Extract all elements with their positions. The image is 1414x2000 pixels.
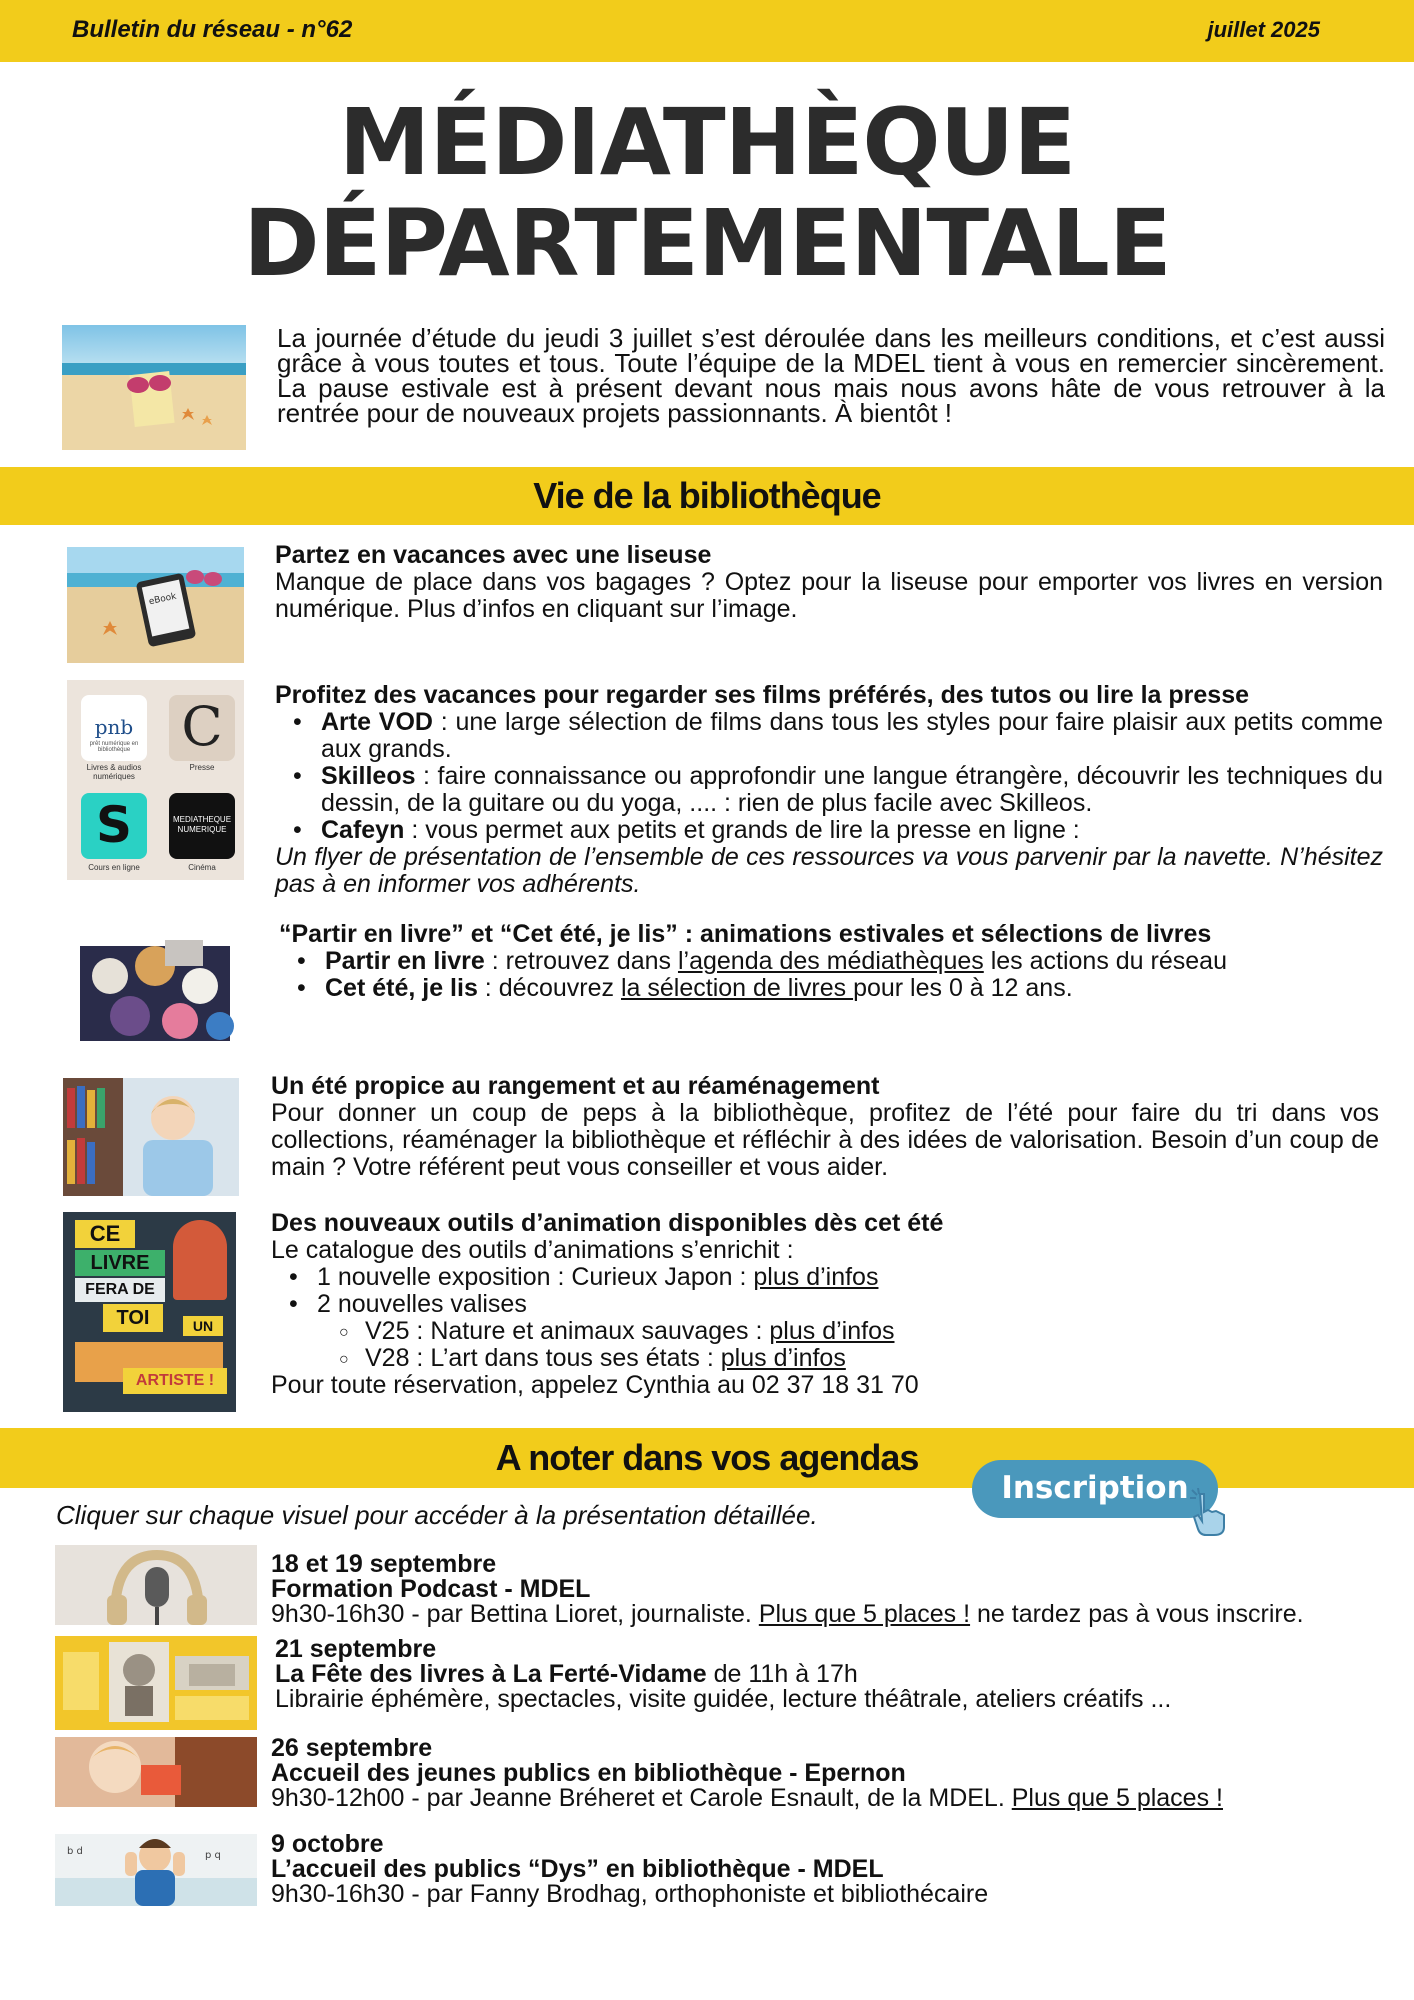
list-item: • Arte VOD : une large sélection de films dans tous les styles pour faire plaisir aux petits comme aux grands.: [321, 709, 1383, 763]
librarian-shelf-image: [63, 1078, 239, 1196]
podcast-event-image[interactable]: [55, 1545, 257, 1625]
cinema-caption: Cinéma: [188, 863, 216, 872]
partir-title: “Partir en livre” et “Cet été, je lis” : animations estivales et sélections de livres: [279, 920, 1212, 948]
outils-reservation: Pour toute réservation, appelez Cynthia au 02 37 18 31 70: [271, 1371, 919, 1399]
cover-word-6: ARTISTE !: [123, 1368, 227, 1394]
cover-word-5: UN: [183, 1316, 223, 1336]
v25-info-link[interactable]: plus d’infos: [769, 1317, 895, 1345]
dys-event-image[interactable]: [55, 1834, 257, 1906]
pnb-caption: Livres & audios numériques: [86, 763, 142, 781]
selection-link[interactable]: la sélection de livres: [621, 974, 854, 1002]
event-title: L’accueil des publics “Dys” en bibliothèque - MDEL: [271, 1855, 884, 1883]
liseuse-block: [275, 542, 1383, 623]
partir-block: [279, 921, 1387, 1002]
header-bar: [0, 0, 1414, 62]
event-date: 21 septembre: [275, 1635, 437, 1663]
skilleos-tile: S: [81, 793, 147, 859]
expo-info-link[interactable]: plus d’infos: [753, 1263, 879, 1291]
films-block: [275, 682, 1383, 898]
outils-list: [317, 1264, 1379, 1372]
podcast-places-link[interactable]: Plus que 5 places !: [758, 1600, 971, 1628]
beach-book-image: [62, 325, 246, 450]
list-item: • Cet été, je lis : découvrez la sélection de livres pour les 0 à 12 ans.: [325, 975, 1387, 1002]
list-item: • 2 nouvelles valises ○ V25 : Nature et animaux sauvages : plus d’infos ○ V28 : L’art dans tous ses états : plus d’infos: [317, 1291, 1379, 1372]
cafeyn-tile: C: [169, 695, 235, 761]
cover-word-1: CE: [75, 1220, 135, 1248]
pointer-hand-icon: [1190, 1488, 1242, 1536]
bulletin-date: juillet 2025: [1207, 17, 1320, 42]
cover-word-3: FERA DE: [75, 1278, 165, 1302]
films-title: Profitez des vacances pour regarder ses films préférés, des tutos ou lire la presse: [275, 681, 1250, 709]
intro-text: La journée d’étude du jeudi 3 juillet s’est déroulée dans les meilleurs conditions, et c’est aussi grâce à vous toutes et tous. Toute l’équipe de la MDEL tient à vous en remercier sincèrement. La pause estivale est à présent devant nous mais nous avons hâte de vous retrouver à la rentrée pour de nouveaux projets passionnants. À bientôt !: [277, 323, 1385, 428]
bulletin-number: Bulletin du réseau - n°62: [72, 16, 353, 43]
partir-en-livre-illustration[interactable]: [70, 926, 248, 1044]
valises-list: [365, 1318, 1379, 1372]
cafeyn-caption: Presse: [189, 763, 215, 772]
svg-text:p q: p q: [205, 1850, 221, 1861]
mediatheque-numerique-tile: MEDIATHEQUE NUMERIQUE: [169, 793, 235, 859]
agenda-link[interactable]: l’agenda des médiathèques: [677, 947, 984, 975]
page-title-line2: DÉPARTEMENTALE: [243, 190, 1171, 297]
cover-figure: [173, 1220, 227, 1300]
v28-info-link[interactable]: plus d’infos: [720, 1344, 846, 1372]
list-item: ○ V28 : L’art dans tous ses états : plus d’infos: [365, 1345, 1379, 1372]
outils-block: [271, 1210, 1379, 1399]
event-jeunes-publics: [271, 1736, 1391, 1811]
outils-intro: Le catalogue des outils d’animations s’enrichit :: [271, 1236, 794, 1264]
inscription-button[interactable]: Inscription: [972, 1460, 1218, 1518]
event-date: 9 octobre: [271, 1830, 384, 1858]
cliquer-instruction: Cliquer sur chaque visuel pour accéder à la présentation détaillée.: [56, 1500, 818, 1530]
films-note: Un flyer de présentation de l’ensemble de ces ressources va vous parvenir par la navette. N’hésitez pas à en informer vos adhérents.: [275, 843, 1383, 898]
svg-text:b d: b d: [67, 1846, 83, 1857]
section-vie-band: [0, 467, 1414, 525]
event-description: 9h30-12h00 - par Jeanne Bréheret et Carole Esnault, de la MDEL. Plus que 5 places !: [271, 1784, 1223, 1812]
event-fete-livres: 21 septembre La Fête des livres à La Ferté-Vidame de 11h à 17h Librairie éphémère, spectacles, visite guidée, lecture théâtrale, ateliers créatifs ...: [275, 1637, 1395, 1712]
rangement-text: Pour donner un coup de peps à la bibliothèque, profitez de l’été pour faire du tri dans vos collections, réaménager la bibliothèque et réfléchir à des idées de valorisation. Besoin d’un coup de main ? Votre référent peut vous conseiller et vous aider.: [271, 1099, 1379, 1181]
liseuse-text: Manque de place dans vos bagages ? Optez pour la liseuse pour emporter vos livres en version numérique. Plus d’infos en cliquant sur l’image.: [275, 568, 1383, 623]
films-list: [321, 709, 1383, 844]
cover-word-4: TOI: [103, 1304, 163, 1332]
event-podcast: [271, 1552, 1391, 1627]
pnb-sublogo: prêt numérique en bibliothèque: [89, 741, 139, 753]
event-date: 26 septembre: [271, 1734, 433, 1762]
section-agenda-title: A noter dans vos agendas: [495, 1437, 919, 1478]
pnb-logo: pnb: [94, 715, 134, 739]
list-item: ○ V25 : Nature et animaux sauvages : plus d’infos: [365, 1318, 1379, 1345]
cover-word-2: LIVRE: [75, 1250, 165, 1276]
digital-resources-tiles[interactable]: [67, 680, 244, 880]
list-item: • Skilleos : faire connaissance ou approfondir une langue étrangère, découvrir les techniques du dessin, de la guitare ou du yoga, .... : rien de plus facile avec Skilleos.: [321, 763, 1383, 817]
list-item: • 1 nouvelle exposition : Curieux Japon : plus d’infos: [317, 1264, 1379, 1291]
event-description: 9h30-16h30 - par Fanny Brodhag, orthophoniste et bibliothécaire: [271, 1880, 989, 1908]
event-date: 18 et 19 septembre: [271, 1550, 497, 1578]
list-item: • Partir en livre : retrouvez dans l’agenda des médiathèques les actions du réseau: [325, 948, 1387, 975]
partir-list: [325, 948, 1387, 1002]
ereader-beach-image[interactable]: [67, 547, 244, 663]
skilleos-caption: Cours en ligne: [88, 863, 140, 872]
book-cover-ce-livre[interactable]: [63, 1212, 236, 1412]
page-title-line1: MÉDIATHÈQUE: [338, 89, 1076, 196]
event-title: Accueil des jeunes publics en bibliothèque - Epernon: [271, 1759, 906, 1787]
fete-des-livres-image[interactable]: [55, 1636, 257, 1730]
event-description: 9h30-16h30 - par Bettina Lioret, journaliste. Plus que 5 places ! ne tardez pas à vous inscrire.: [271, 1600, 1304, 1628]
rangement-title: Un été propice au rangement et au réaménagement: [271, 1072, 880, 1100]
jeunes-places-link[interactable]: Plus que 5 places !: [1011, 1784, 1223, 1812]
event-title: La Fête des livres à La Ferté-Vidame: [275, 1660, 707, 1688]
liseuse-title: Partez en vacances avec une liseuse: [275, 541, 712, 569]
ereader-label: eBook: [148, 591, 178, 608]
event-dys: [271, 1832, 1391, 1907]
pnb-tile: [81, 695, 147, 761]
event-description: Librairie éphémère, spectacles, visite guidée, lecture théâtrale, ateliers créatifs ...: [275, 1685, 1172, 1713]
jeunes-publics-image[interactable]: [55, 1737, 257, 1807]
section-vie-title: Vie de la bibliothèque: [533, 475, 881, 516]
rangement-block: [271, 1073, 1379, 1181]
list-item: • Cafeyn : vous permet aux petits et grands de lire la presse en ligne :: [321, 817, 1383, 844]
outils-title: Des nouveaux outils d’animation disponibles dès cet été: [271, 1209, 944, 1237]
event-title: Formation Podcast - MDEL: [271, 1575, 591, 1603]
